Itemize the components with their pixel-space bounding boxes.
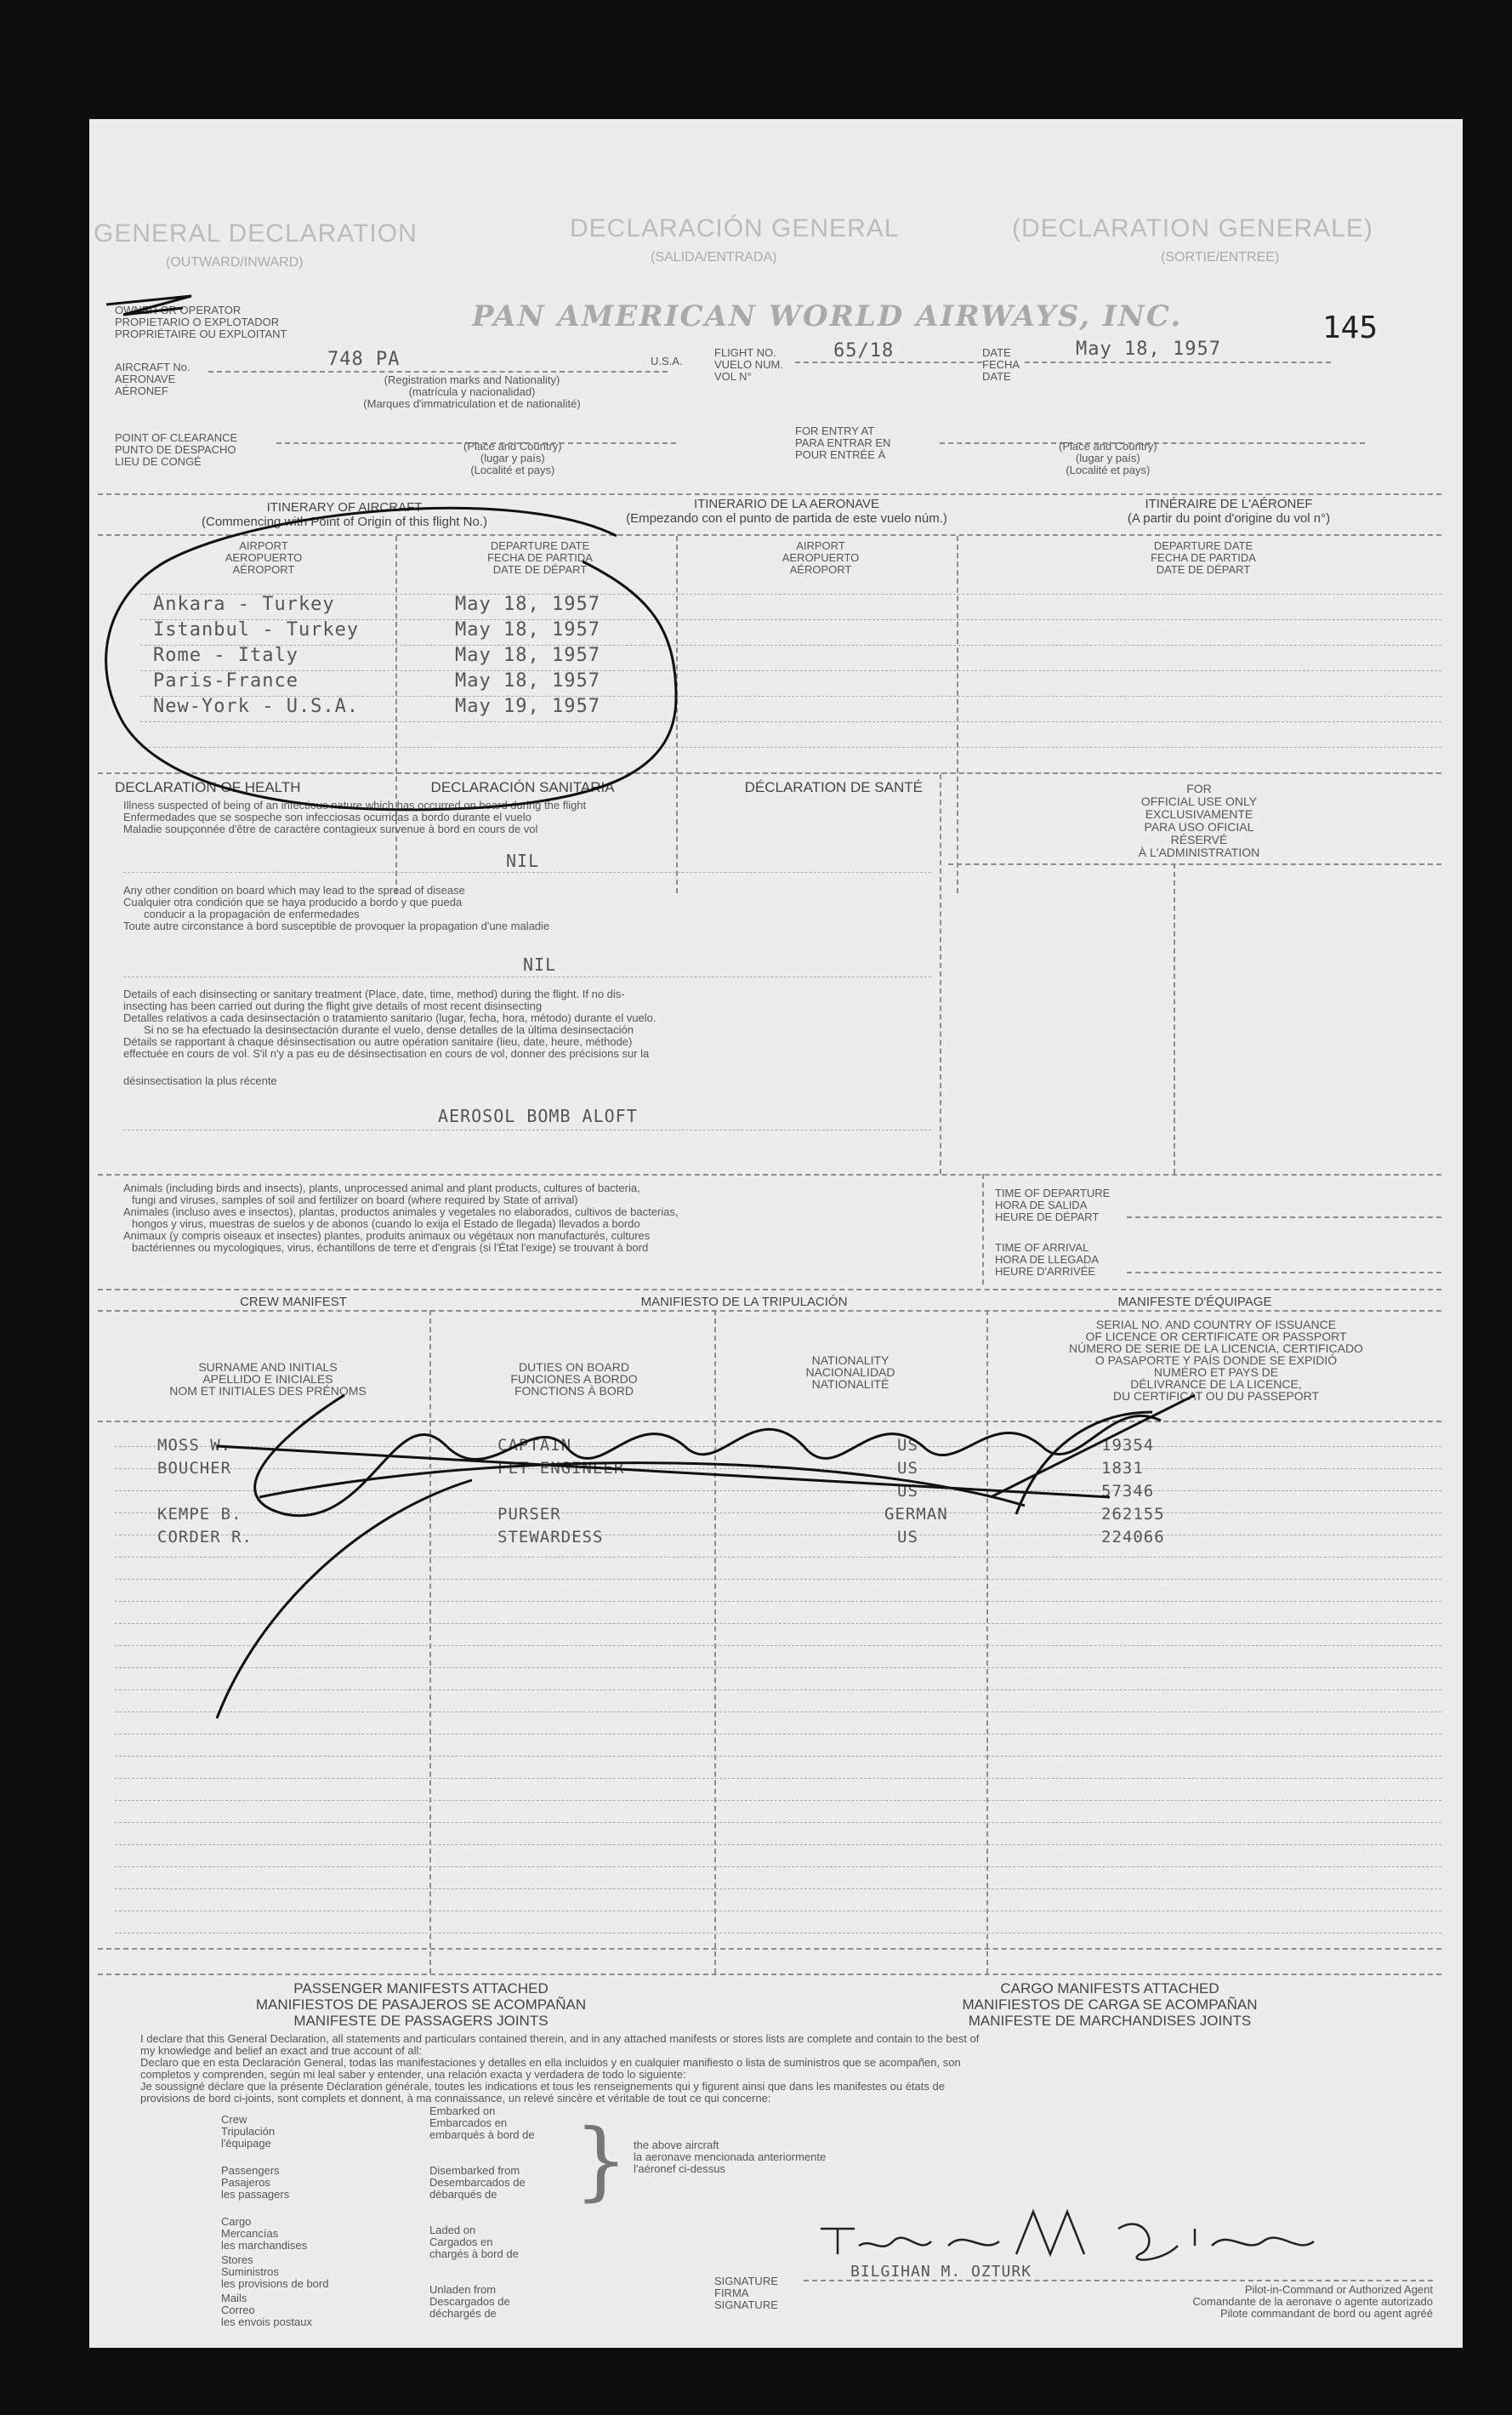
itinerary-title-es: ITINERARIO DE LA AERONAVE (Empezando con el punto de partida de este vuelo núm.) [626, 497, 947, 526]
entry-label: FOR ENTRY AT PARA ENTRAR EN POUR ENTRÉE À [795, 424, 891, 461]
passenger-manifests: PASSENGER MANIFESTS ATTACHED MANIFIESTOS DE PASAJEROS SE ACOMPAÑAN MANIFESTE DE PASSAGERS JOINTS [255, 1980, 587, 2029]
itinerary-title-fr: ITINÉRAIRE DE L'AÉRONEF (A partir du point d'origine du vol n°) [1127, 497, 1331, 526]
crew-title-fr: MANIFESTE D'ÉQUIPAGE [1117, 1295, 1272, 1309]
flight-prefix: U.S.A. [651, 355, 683, 367]
health-question-3: Details of each disinsecting or sanitary treatment (Place, date, time, method) during the flight. If no dis- insecting has been carried out during the flight give details of most recent disinsecting Detalles relativos a cada desinsectación o tratamiento sanitario (lugar, fecha, hora, método) durante el vuelo. Si no se ha efectuado la desinsectación durante el vuelo, dense detalles de la última desinsectación Détails se rapportant à chaque désinsectisation ou autre opération sanitaire (lieu, date, heure, méthode) effectuée en cours de vol. S'il n'y a pas eu de désinsectisation en cours de vol, donner des précisions sur la désinsectisation la plus récente [123, 988, 657, 1087]
brace-glyph: } [574, 2110, 628, 2210]
official-use: FOR OFFICIAL USE ONLY EXCLUSIVAMENTE PARA USO OFICIAL RÉSERVÉ À L'ADMINISTRATION [1138, 782, 1260, 859]
action-embarked: Embarked on Embarcados en embarqués à bord de [429, 2105, 535, 2141]
crew-row: MOSS W. CAPTAIN US 19354 [157, 1436, 1155, 1455]
time-of-departure: TIME OF DEPARTURE HORA DE SALIDA HEURE DE DÉPART [995, 1187, 1111, 1223]
health-answer-3: AEROSOL BOMB ALOFT [438, 1106, 638, 1126]
entry-place: (Place and Country) (lugar y país) (Localité et pays) [1059, 440, 1157, 476]
crew-row: KEMPE B. PURSER GERMAN 262155 [157, 1505, 1165, 1524]
time-of-arrival: TIME OF ARRIVAL HORA DE LLEGADA HEURE D'ARRIVÉE [995, 1241, 1100, 1278]
itinerary-row: Paris-France May 18, 1957 [153, 670, 600, 692]
category-cargo: Cargo Mercancías les marchandises [221, 2215, 308, 2252]
signature-label: SIGNATURE FIRMA SIGNATURE [714, 2275, 778, 2311]
flight-value: 65/18 [833, 340, 895, 362]
health-question-2: Any other condition on board which may lead to the spread of disease Cualquier otra condición que se haya producido a bordo y que pueda conducir a la propagación de enfermedades Toute autre circonstance à bord susceptible de provoquer la propagation d'une maladie [123, 884, 550, 932]
title-es: DECLARACIÓN GENERAL [570, 214, 900, 242]
health-question-1: Illness suspected of being of an infectious nature which has occurred on board during the flight Enfermedades que se sospeche son infecciosas ocurridas a bordo durante el vuelo Maladie soupçonnée d'être de caractère contagieux survenue à bord en cours de vol [123, 799, 587, 835]
itin-col-date-1: DEPARTURE DATE FECHA DE PARTIDA DATE DE DÉPART [487, 539, 593, 576]
itinerary-row: Istanbul - Turkey May 18, 1957 [153, 619, 600, 641]
handwriting-overlay [89, 119, 1463, 2348]
crew-row: BOUCHER FLT ENGINEER US 1831 [157, 1459, 1144, 1478]
itin-col-date-2: DEPARTURE DATE FECHA DE PARTIDA DATE DE DÉPART [1151, 539, 1256, 576]
itin-col-airport-1: AIRPORT AEROPUERTO AÉROPORT [225, 539, 303, 576]
action-laded: Laded on Cargados en chargés à bord de [429, 2224, 519, 2260]
above-aircraft: the above aircraft la aeronave mencionada anteriormente l'aéronef ci-dessus [634, 2139, 827, 2175]
flight-label: FLIGHT NO. VUELO NUM. VOL N° [714, 346, 783, 383]
crew-col-nationality: NATIONALITY NACIONALIDAD NATIONALITÉ [805, 1353, 895, 1391]
declaration-form [89, 119, 1463, 2348]
action-unladen: Unladen from Descargados de déchargés de [429, 2283, 510, 2320]
signature-role: Pilot-in-Command or Authorized Agent Comandante de la aeronave o agente autorizado Pilote commandant de bord ou agent agréé [1192, 2283, 1433, 2320]
crew-col-name: SURNAME AND INITIALS APELLIDO E INICIALES NOM ET INITIALES DES PRÉNOMS [169, 1360, 367, 1398]
health-titles: DECLARATION OF HEALTH DECLARACIÓN SANITARIA DÉCLARATION DE SANTÉ [115, 779, 923, 795]
category-stores: Stores Suministros les provisions de bord [221, 2253, 329, 2290]
crew-col-duty: DUTIES ON BOARD FUNCIONES A BORDO FONCTIONS À BORD [510, 1360, 638, 1398]
cargo-manifests: CARGO MANIFESTS ATTACHED MANIFIESTOS DE CARGA SE ACOMPAÑAN MANIFESTE DE MARCHANDISES JOINTS [962, 1980, 1258, 2029]
itinerary-title-en: ITINERARY OF AIRCRAFT (Commencing with Point of Origin of this flight No.) [202, 500, 487, 529]
date-value: May 18, 1957 [1076, 339, 1221, 360]
action-disembarked: Disembarked from Desembarcados de débarqués de [429, 2164, 526, 2201]
category-passengers: Passengers Pasajeros les passagers [221, 2164, 290, 2201]
date-label: DATE FECHA DATE [982, 346, 1020, 383]
itin-col-airport-2: AIRPORT AEROPUERTO AÉROPORT [782, 539, 860, 576]
operator-value: PAN AMERICAN WORLD AIRWAYS, INC. [472, 299, 1183, 333]
aircraft-value: 748 PA [327, 349, 401, 370]
category-mails: Mails Correo les envois postaux [221, 2292, 312, 2328]
crew-col-serial: SERIAL NO. AND COUNTRY OF ISSUANCE OF LICENCE OR CERTIFICATE OR PASSPORT NÚMERO DE SERIE DE LA LICENCIA, CERTIFICADO O PASAPORTE Y PAÍS DONDE SE EXPIDIÓ NUMÉRO ET PAYS DE DÉLIVRANCE DE LA LICENCE, DU CERTIFICAT OU DU PASSEPORT [1069, 1318, 1363, 1403]
title-fr: (DECLARATION GENERALE) [1012, 214, 1373, 242]
aircraft-reg-note: (Registration marks and Nationality) (matrícula y nacionalidad) (Marques d'immatriculation et de nationalité) [363, 373, 581, 410]
page-number: 145 [1322, 310, 1378, 345]
crew-row: US 57346 [897, 1482, 1155, 1501]
crew-title-en: CREW MANIFEST [240, 1295, 347, 1309]
title-en: GENERAL DECLARATION [94, 219, 418, 248]
subtitle-fr: (SORTIE/ENTREE) [1161, 250, 1280, 265]
itinerary-row: Ankara - Turkey May 18, 1957 [153, 594, 600, 615]
signature-name: BILGIHAN M. OZTURK [850, 2263, 1032, 2281]
crew-row: CORDER R. STEWARDESS US 224066 [157, 1528, 1165, 1546]
itinerary-row: Rome - Italy May 18, 1957 [153, 645, 600, 666]
declaration-text: I declare that this General Declaration, all statements and particulars contained therein, and in any attached manifests or stores lists are complete and contain to the best of my knowledge and belief an exact and true account of all: Declaro que en esta Declaración General, todas las manifestaciones y detalles en ella incluidos y en cualquier manifiesto o lista de suministros que se acompañen, son completos y comprenden, según mi leal saber y entender, una relación exacta y verdadera de todo lo siguiente: Je soussigné déclare que la présente Déclaration générale, toutes les indications et tous les renseignements qui y figurent ainsi que dans les manifestes ou états de provisions de bord ci-joints, sont complets et donnent, à ma connaissance, un relevé sincère et véritable de tout ce qui concerne: [140, 2032, 980, 2105]
operator-scribble-mark [106, 296, 191, 315]
animals-declaration: Animals (including birds and insects), plants, unprocessed animal and plant products, cultures of bacteria, fungi and viruses, samples of soil and fertilizer on board (where required by State of arrival) Animales (incluso aves e insectos), plantas, productos animales y vegetales no elaborados, cultivos de bacterias, hongos y virus, muestras de suelos y de abonos (cuando lo exija el Estado de llegada) llevados a bordo Animaux (y compris oiseaux et insectes) plantes, produits animaux ou végétaux non manufacturés, cultures bactériennes ou mycologiques, virus, échantillons de terre et d'engrais (si l'État l'exige) se trouvant à bord [123, 1182, 679, 1254]
crew-title-es: MANIFIESTO DE LA TRIPULACIÓN [640, 1295, 848, 1309]
clearance-place: (Place and Country) (lugar y país) (Localité et pays) [463, 440, 562, 476]
operator-label: OWNER OR OPERATOR PROPIETARIO O EXPLOTADOR PROPRIÉTAIRE OU EXPLOITANT [115, 304, 287, 340]
aircraft-label: AIRCRAFT No. AERONAVE AÉRONEF [115, 361, 190, 397]
health-answer-2: NIL [523, 954, 557, 975]
health-answer-1: NIL [506, 851, 540, 871]
crew-scribble-mark [217, 1395, 1195, 1718]
clearance-label: POINT OF CLEARANCE PUNTO DE DESPACHO LIEU DE CONGÉ [115, 431, 238, 468]
subtitle-es: (SALIDA/ENTRADA) [651, 250, 777, 265]
category-crew: Crew Tripulación l'équipage [221, 2113, 276, 2150]
itinerary-circle-mark [106, 508, 676, 810]
subtitle-en: (OUTWARD/INWARD) [166, 255, 304, 270]
signature-scrawl-mark [821, 2212, 1314, 2260]
itinerary-row: New-York - U.S.A. May 19, 1957 [153, 696, 600, 717]
